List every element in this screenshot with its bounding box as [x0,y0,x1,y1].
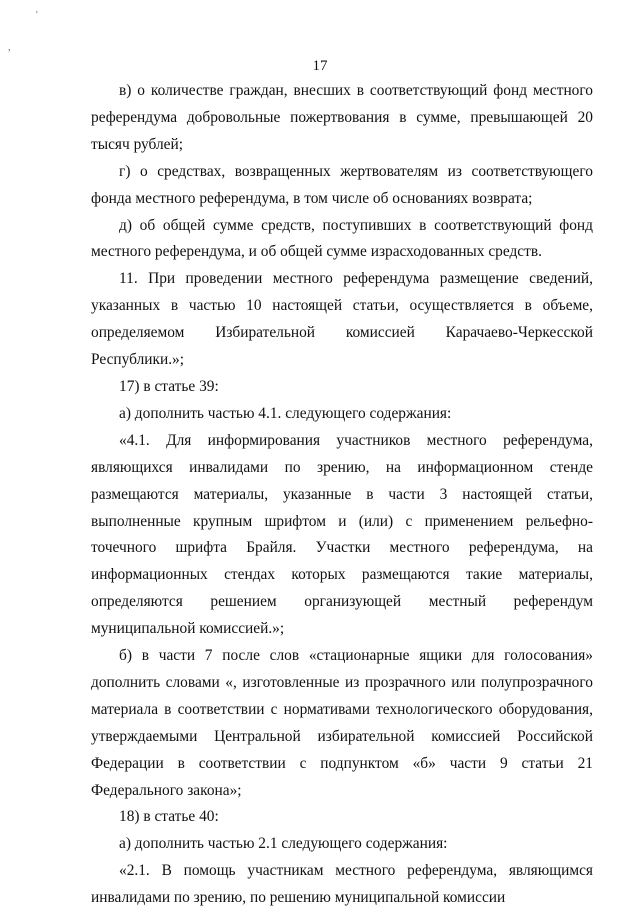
paragraph-g: г) о средствах, возвращенных жертвователям из соответствующего фонда местного референдума, в том числе об основаниях возврата; [91,162,593,207]
scan-artifact-mark: ' [36,10,38,21]
scan-artifact-mark: , [8,42,11,53]
paragraph-18a: а) дополнить частью 2.1 следующего содержания: [119,835,448,853]
paragraph-17a: а) дополнить частью 4.1. следующего содержания: [119,404,452,422]
page-number: 17 [312,58,328,74]
paragraph-17: 17) в статье 39: [119,377,219,395]
paragraph-18: 18) в статье 40: [119,808,219,826]
document-body [91,78,593,912]
paragraph-4-1: «4.1. Для информирования участников местного референдума, являющихся инвалидами по зрению, на информационном стенде размещаются материалы, указанные в части 3 настоящей статьи, выполненные крупным шрифтом и (или) с применением рельефно-точечного шрифта Брайля. Участки местного референдума, на информационных стендах которых размещаются такие материалы, определяются решением организующей местный референдум муниципальной комиссией.»; [91,431,593,638]
paragraph-d: д) об общей сумме средств, поступивших в соответствующий фонд местного референдума, и об общей сумме израсходованных средств. [91,216,593,261]
paragraph-11: 11. При проведении местного референдума размещение сведений, указанных в частью 10 настоящей статьи, осуществляется в объеме, определяемом Избирательной комиссией Карачаево-Черкесской Республики.»; [91,270,593,369]
paragraph-v: в) о количестве граждан, внесших в соответствующий фонд местного референдума добровольные пожертвования в сумме, превышающей 20 тысяч рублей; [91,82,593,153]
paragraph-2-1: «2.1. В помощь участникам местного референдума, являющимся инвалидами по зрению, по решению муниципальной комиссии [91,862,593,907]
paragraph-17b: б) в части 7 после слов «стационарные ящики для голосования» дополнить словами «, изготовленные из прозрачного или полупрозрачного материала в соответствии с нормативами технологического оборудования, утверждаемыми Центральной избирательной комиссией Российской Федерации в соответствии с подпунктом «б» части 9 статьи 21 Федерального закона»; [91,647,593,799]
